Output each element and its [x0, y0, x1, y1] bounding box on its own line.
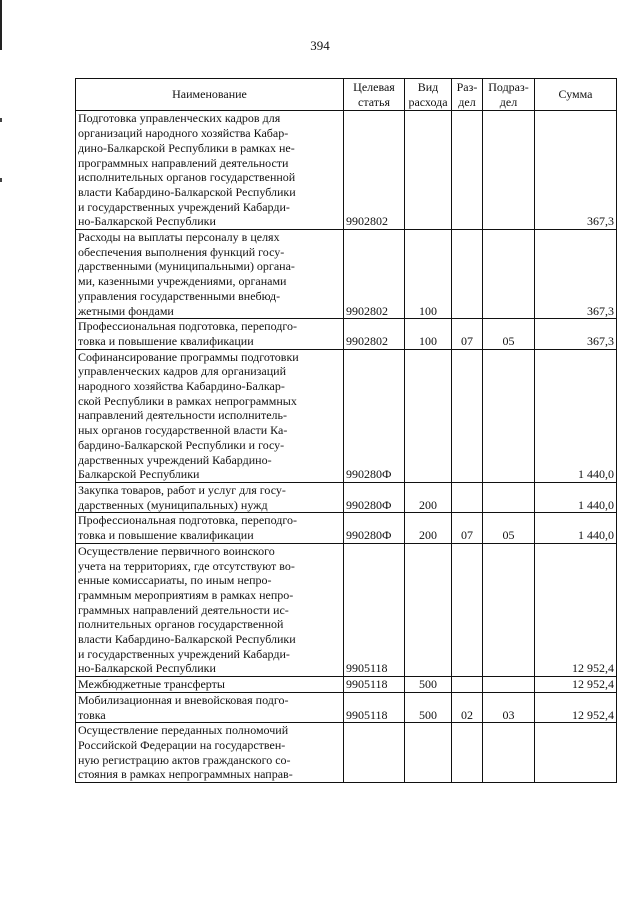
row-name-line: власти Кабардино-Балкарской Республики — [78, 184, 296, 199]
table-row — [76, 230, 617, 319]
row-name-line: стояния в рамках непрограммных направ- — [78, 767, 293, 782]
budget-table — [75, 78, 617, 783]
row-name-line: дарственных учреждений Кабардино- — [78, 452, 272, 467]
row-name-line: но-Балкарской Республики — [78, 214, 216, 229]
row-sum: 1 440,0 — [535, 349, 617, 482]
row-name-line: управления государственными внебюд- — [78, 288, 281, 303]
margin-dot — [0, 118, 2, 122]
row-section — [452, 111, 483, 230]
row-name-line: ных органов государственной власти Ка- — [78, 423, 288, 438]
row-name-line: граммным мероприятиям в рамках непро- — [78, 587, 294, 602]
row-subsection: 05 — [483, 319, 535, 349]
row-name-line: товка и повышение квалификации — [78, 528, 254, 543]
row-target-article: 9905118 — [344, 677, 405, 693]
row-subsection: 03 — [483, 692, 535, 722]
row-section: 07 — [452, 513, 483, 543]
row-name-line: народного хозяйства Кабардино-Балкар- — [78, 379, 285, 394]
row-expense-type: 200 — [405, 482, 452, 512]
row-name-line: но-Балкарской Республики — [78, 661, 216, 676]
table-row — [76, 677, 617, 693]
row-name — [76, 319, 344, 349]
row-sum: 12 952,4 — [535, 543, 617, 676]
row-sum: 367,3 — [535, 111, 617, 230]
table-row — [76, 723, 617, 783]
row-target-article: 9902802 — [344, 319, 405, 349]
row-name — [76, 230, 344, 319]
row-name-line: Расходы на выплаты персоналу в целях — [78, 230, 280, 245]
table-row — [76, 692, 617, 722]
row-sum — [535, 723, 617, 783]
table-header-row — [76, 79, 617, 111]
row-name-line: граммных направлений деятельности ис- — [78, 602, 289, 617]
table-row — [76, 319, 617, 349]
row-section — [452, 543, 483, 676]
row-name-line: Осуществление первичного воинского — [78, 543, 275, 558]
row-name-line: организаций народного хозяйства Кабар- — [78, 126, 289, 141]
row-sum: 12 952,4 — [535, 677, 617, 693]
row-expense-type: 100 — [405, 230, 452, 319]
row-target-article: 9905118 — [344, 692, 405, 722]
row-expense-type — [405, 723, 452, 783]
row-name-line: товка — [78, 707, 106, 722]
row-expense-type — [405, 111, 452, 230]
row-name — [76, 349, 344, 482]
row-name-line: Мобилизационная и вневойсковая подго- — [78, 692, 289, 707]
row-section: 02 — [452, 692, 483, 722]
row-subsection: 05 — [483, 513, 535, 543]
row-sum: 367,3 — [535, 230, 617, 319]
row-subsection — [483, 543, 535, 676]
row-name-line: дарственных (муниципальных) нужд — [78, 497, 268, 512]
header-target-article: Целевая статья — [344, 79, 405, 111]
row-subsection — [483, 230, 535, 319]
row-name-line: ской Республики в рамках непрограммных — [78, 393, 297, 408]
row-name-line: полнительных органов государственной — [78, 617, 284, 632]
row-subsection — [483, 482, 535, 512]
row-name — [76, 543, 344, 676]
header-section: Раз- дел — [452, 79, 483, 111]
row-subsection — [483, 111, 535, 230]
header-expense-type: Вид расхода — [405, 79, 452, 111]
row-name-line: ми, казенными учреждениями, органами — [78, 274, 287, 289]
row-name-line: власти Кабардино-Балкарской Республики — [78, 632, 296, 647]
page-number: 394 — [310, 38, 330, 53]
table-row — [76, 543, 617, 676]
row-expense-type: 200 — [405, 513, 452, 543]
row-section: 07 — [452, 319, 483, 349]
row-subsection — [483, 723, 535, 783]
row-section — [452, 349, 483, 482]
row-name-line: Российской Федерации на государствен- — [78, 737, 286, 752]
row-target-article: 9905118 — [344, 543, 405, 676]
row-target-article: 990280Ф — [344, 482, 405, 512]
row-name — [76, 723, 344, 783]
table-body — [76, 111, 617, 783]
row-subsection — [483, 349, 535, 482]
row-name-line: Софинансирование программы подготовки — [78, 349, 299, 364]
row-sum: 1 440,0 — [535, 482, 617, 512]
row-target-article: 990280Ф — [344, 513, 405, 543]
row-expense-type: 100 — [405, 319, 452, 349]
row-name-line: направлений деятельности исполнитель- — [78, 408, 287, 423]
row-sum: 367,3 — [535, 319, 617, 349]
row-name-line: дино-Балкарской Республики в рамках не- — [78, 140, 295, 155]
row-name-line: Подготовка управленческих кадров для — [78, 111, 281, 126]
row-name-line: программных направлений деятельности — [78, 155, 289, 170]
row-expense-type: 500 — [405, 677, 452, 693]
row-section — [452, 482, 483, 512]
row-name-line: Межбюджетные трансферты — [78, 677, 225, 692]
table-row — [76, 111, 617, 230]
row-target-article — [344, 723, 405, 783]
row-section — [452, 723, 483, 783]
row-expense-type — [405, 543, 452, 676]
row-name-line: Осуществление переданных полномочий — [78, 723, 289, 738]
row-name-line: управленческих кадров для организаций — [78, 364, 287, 379]
row-name — [76, 513, 344, 543]
row-name-line: исполнительных органов государственной — [78, 170, 296, 185]
row-target-article: 9902802 — [344, 230, 405, 319]
header-name: Наименование — [76, 79, 344, 111]
table-row — [76, 482, 617, 512]
margin-dot — [0, 178, 2, 182]
row-subsection — [483, 677, 535, 693]
row-name-line: жетными фондами — [78, 303, 174, 318]
row-sum: 12 952,4 — [535, 692, 617, 722]
row-name-line: и государственных учреждений Кабарди- — [78, 199, 290, 214]
row-name — [76, 111, 344, 230]
row-section — [452, 230, 483, 319]
row-section — [452, 677, 483, 693]
row-name-line: и государственных учреждений Кабарди- — [78, 646, 290, 661]
table-row — [76, 513, 617, 543]
row-sum: 1 440,0 — [535, 513, 617, 543]
row-name — [76, 692, 344, 722]
row-name — [76, 677, 344, 693]
row-name-line: бардино-Балкарской Республики и госу- — [78, 437, 285, 452]
row-expense-type — [405, 349, 452, 482]
row-name — [76, 482, 344, 512]
row-name-line: дарственными (муниципальными) органа- — [78, 259, 295, 274]
table-row — [76, 349, 617, 482]
header-subsection: Подраз- дел — [483, 79, 535, 111]
row-name-line: Профессиональная подготовка, переподго- — [78, 513, 297, 528]
row-name-line: ную регистрацию актов гражданского со- — [78, 752, 291, 767]
row-name-line: Закупка товаров, работ и услуг для госу- — [78, 482, 286, 497]
row-name-line: товка и повышение квалификации — [78, 333, 254, 348]
row-name-line: енные комиссариаты, по иным непро- — [78, 573, 272, 588]
row-expense-type: 500 — [405, 692, 452, 722]
header-sum: Сумма — [535, 79, 617, 111]
row-target-article: 990280Ф — [344, 349, 405, 482]
row-name-line: Балкарской Республики — [78, 467, 200, 482]
row-name-line: Профессиональная подготовка, переподго- — [78, 319, 297, 334]
row-target-article: 9902802 — [344, 111, 405, 230]
row-name-line: учета на территориях, где отсутствуют во- — [78, 558, 295, 573]
row-name-line: обеспечения выполнения функций госу- — [78, 244, 285, 259]
